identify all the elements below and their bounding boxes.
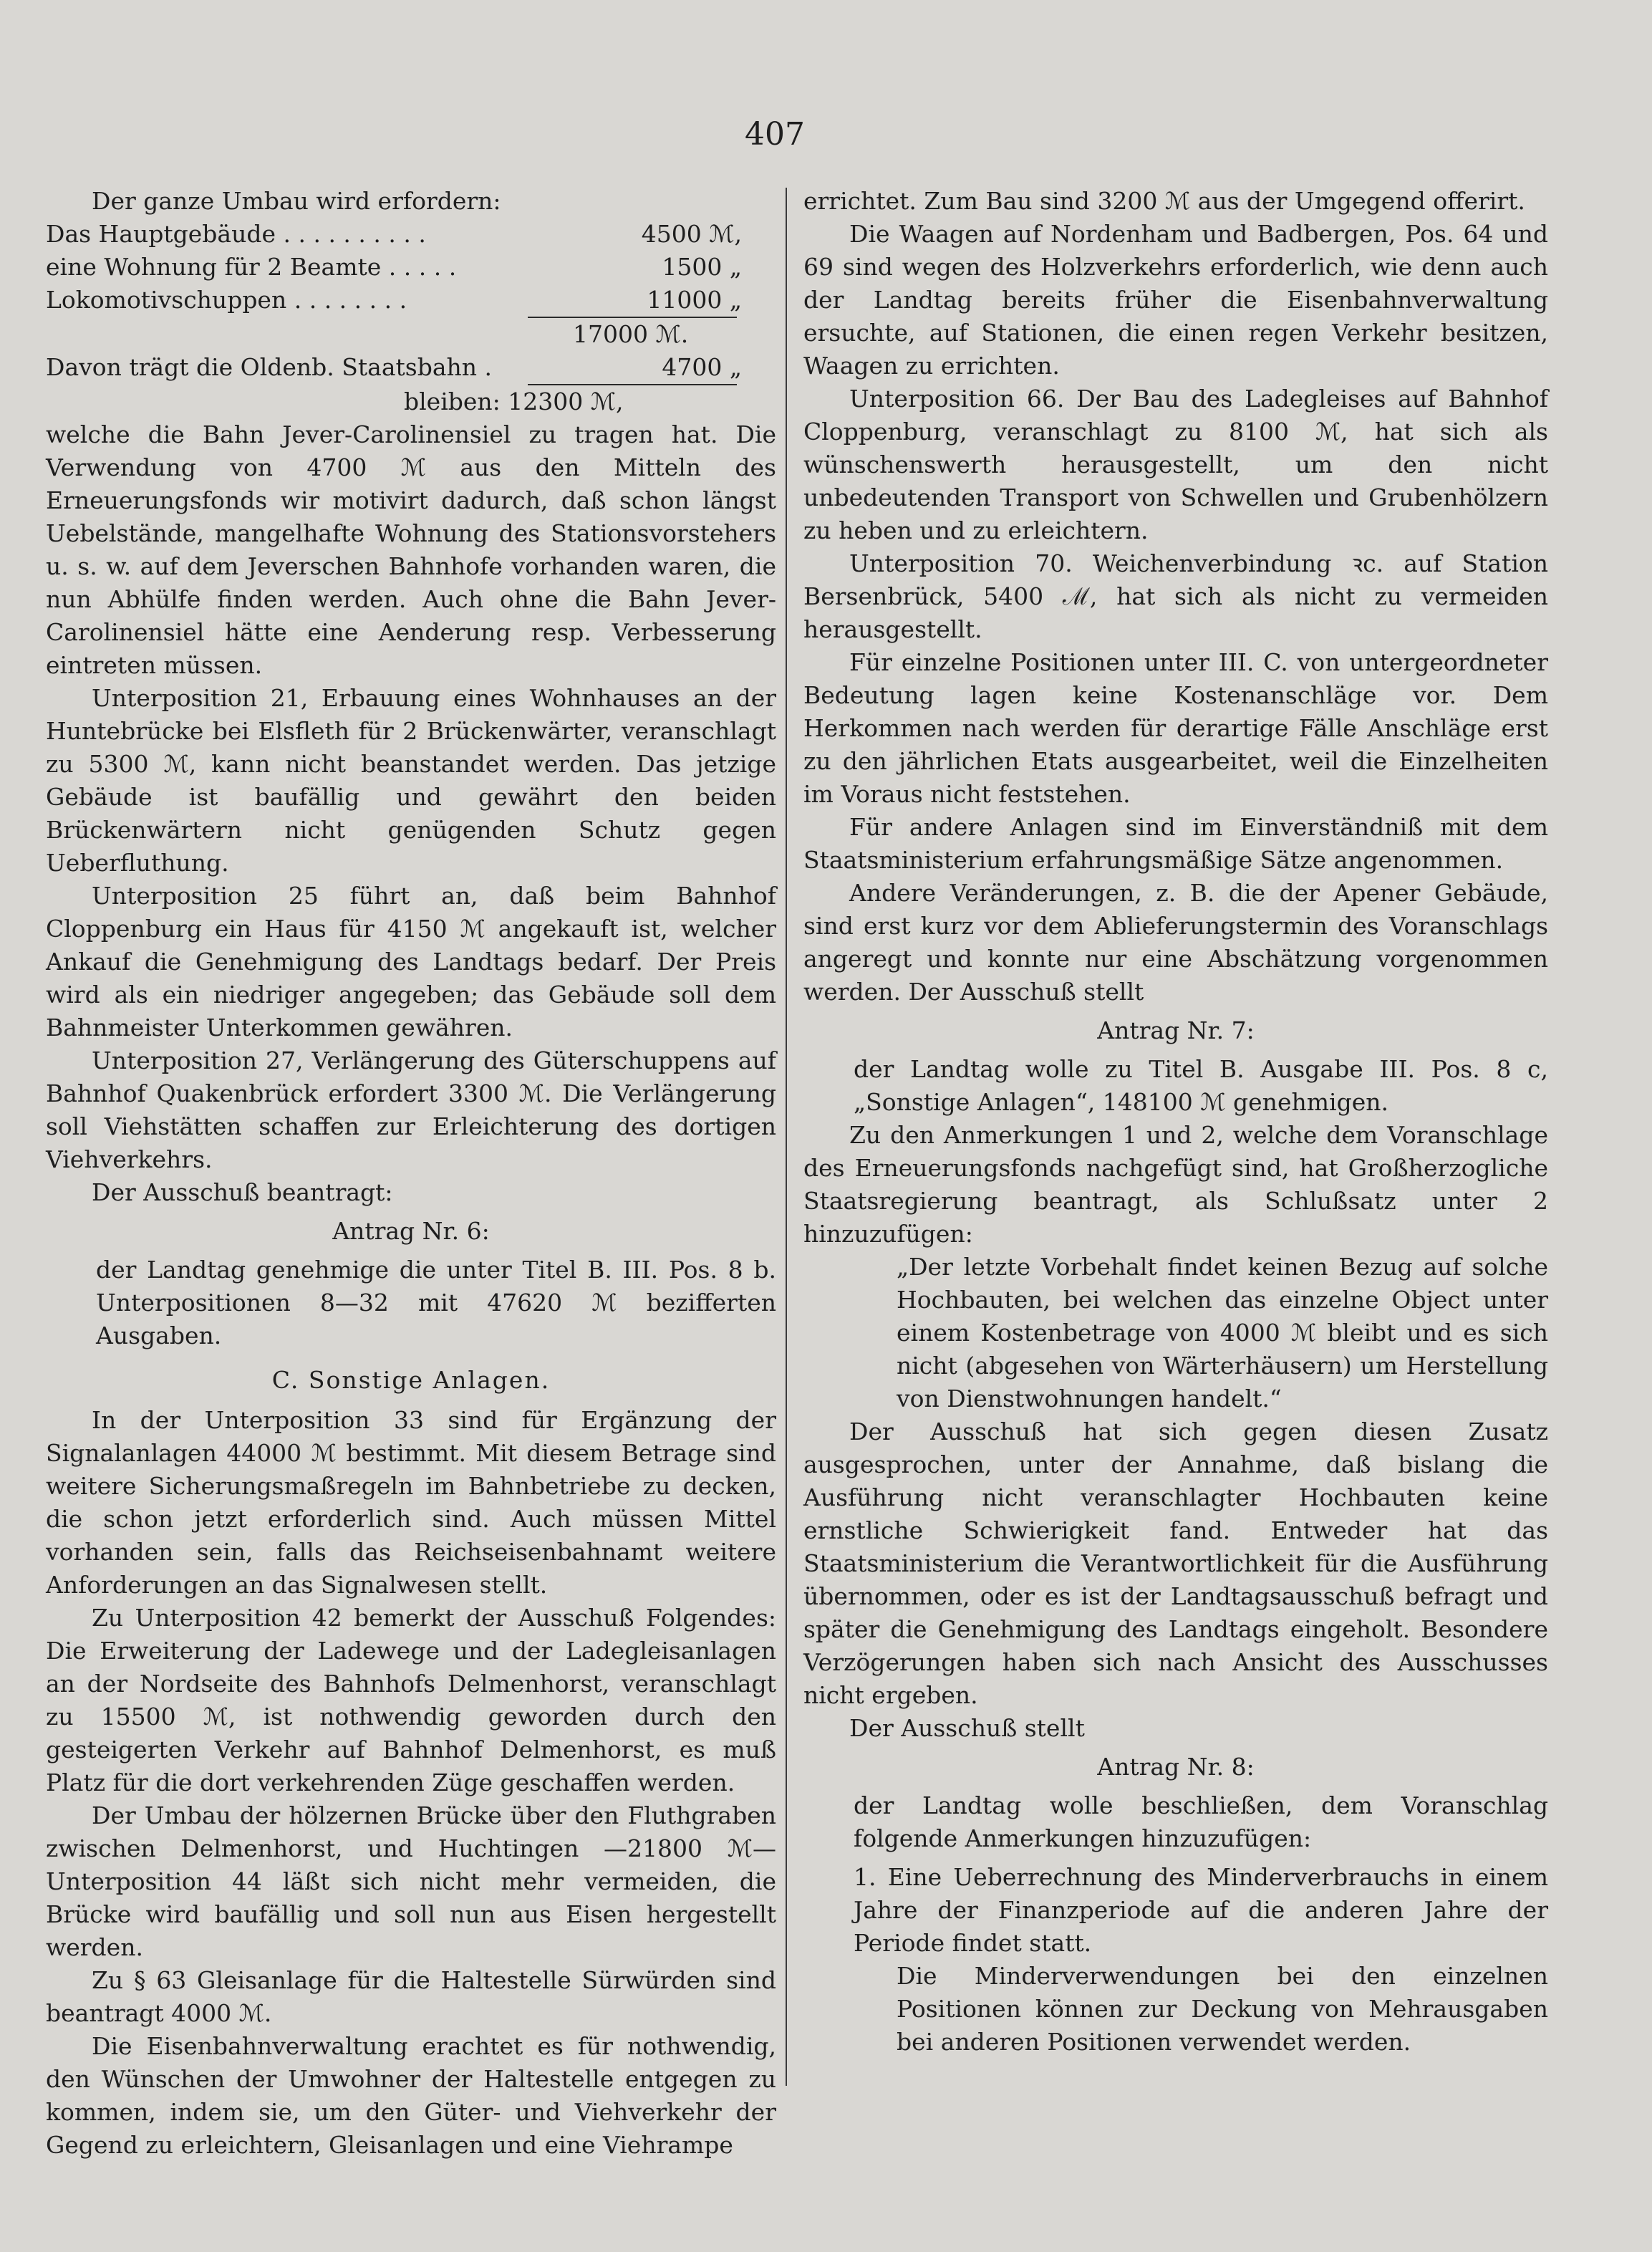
motion-text: der Landtag genehmige die unter Titel B. III. Pos. 8 b. Unterpositionen 8—32 mit 47620 ℳ bezifferten Ausgaben. (96, 1256, 776, 1349)
paragraph: Die Eisenbahnverwaltung erachtet es für nothwendig, den Wünschen der Umwohner der Haltestelle entgegen zu kommen, indem sie, um den Güter- und Viehverkehr der Gegend zu erleichtern, Gleisanlagen und eine Viehrampe (46, 2032, 776, 2159)
motion-title: Antrag Nr. 6: (332, 1217, 490, 1245)
paragraph: Der Umbau der hölzernen Brücke über den Fluthgraben zwischen Delmenhorst, und Huchtingen —21800 ℳ— Unterposition 44 läßt sich nicht mehr vermeiden, die Brücke wird baufällig und soll nun aus Eisen hergestellt werden. (46, 1801, 776, 1961)
paragraph: errichtet. Zum Bau sind 3200 ℳ aus der Umgegend offerirt. (803, 187, 1525, 215)
cost-amount: 11000 „ (647, 286, 742, 314)
section-heading: C. Sonstige Anlagen. (271, 1366, 551, 1394)
cost-intro: Der ganze Umbau wird erfordern: (92, 187, 501, 215)
right-column (803, 185, 1548, 2059)
quotation: „Der letzte Vorbehalt findet keinen Bezug auf solche Hochbauten, bei welchen das einzelne Object unter einem Kostenbetrage von 4000 ℳ bleibt und es sich nicht (abgesehen von Wärterhäusern) um Herstellung von Dienstwohnungen handelt.“ (897, 1253, 1548, 1413)
cost-label: Das Hauptgebäude . . . . . . . . . . (46, 220, 426, 248)
list-item: 1. Eine Ueberrechnung des Minderverbrauchs in einem Jahre der Finanzperiode auf die anderen Jahre der Periode findet statt. (854, 1863, 1548, 1957)
cost-amount: 4500 ℳ, (641, 220, 742, 248)
paragraph: Unterposition 21, Erbauung eines Wohnhauses an der Huntebrücke bei Elsfleth für 2 Brückenwärter, veranschlagt zu 5300 ℳ, kann nicht beanstandet werden. Das jetzige Gebäude ist baufällig und gewährt den beiden Brückenwärtern nicht genügenden Schutz gegen Ueberfluthung. (46, 684, 776, 877)
motion-title: Antrag Nr. 7: (1097, 1016, 1255, 1044)
paragraph: In der Unterposition 33 sind für Ergänzung der Signalanlagen 44000 ℳ bestimmt. Mit diesem Betrage sind weitere Sicherungsmaßregeln im Bahnbetriebe zu decken, die schon jetzt erforderlich sind. Auch müssen Mittel vorhanden sein, falls das Reichseisenbahnamt weitere Anforderungen an das Signalwesen stellt. (46, 1406, 776, 1599)
paragraph: Unterposition 25 führt an, daß beim Bahnhof Cloppenburg ein Haus für 4150 ℳ angekauft ist, welcher Ankauf die Genehmigung des Landtags bedarf. Der Preis wird als ein niedriger angegeben; das Gebäude soll dem Bahnmeister Unterkommen gewähren. (46, 882, 776, 1041)
paragraph: Der Ausschuß stellt (849, 1714, 1085, 1742)
page-number: 407 (745, 116, 805, 153)
cost-label: eine Wohnung für 2 Beamte . . . . . (46, 253, 457, 281)
cost-amount: 4700 „ (662, 353, 742, 381)
paragraph: Der Ausschuß hat sich gegen diesen Zusatz ausgesprochen, unter der Annahme, daß bislang die Ausführung nicht veranschlagter Hochbauten keine ernstliche Schwierigkeit fand. Entweder hat das Staatsministerium die Verantwortlichkeit für die Ausführung übernommen, oder es ist der Landtagsausschuß befragt und später die Genehmigung des Landtags eingeholt. Besondere Verzögerungen haben sich nach Ansicht des Ausschusses nicht ergeben. (803, 1418, 1548, 1709)
paragraph: Unterposition 66. Der Bau des Ladegleises auf Bahnhof Cloppenburg, veranschlagt zu 8100 ℳ, hat sich als wünschenswerth herausgestellt, um den nicht unbedeutenden Transport von Schwellen und Grubenhölzern zu heben und zu erleichtern. (803, 385, 1548, 544)
paragraph: Der Ausschuß beantragt: (92, 1178, 393, 1206)
paragraph: Unterposition 70. Weichenverbindung ꝛc. auf Station Bersenbrück, 5400 ℳ, hat sich als nicht zu vermeiden herausgestellt. (803, 549, 1548, 643)
list-item-continuation: Die Minderverwendungen bei den einzelnen Positionen können zur Deckung von Mehrausgaben bei anderen Positionen verwendet werden. (897, 1962, 1548, 2056)
cost-subtotal: 17000 ℳ. (573, 320, 689, 348)
cost-row (46, 284, 776, 317)
paragraph: Für andere Anlagen sind im Einverständniß mit dem Staatsministerium erfahrungsmäßige Sätze angenommen. (803, 813, 1548, 874)
paragraph: Zu Unterposition 42 bemerkt der Ausschuß Folgendes: Die Erweiterung der Ladewege und der Ladegleisanlagen an der Nordseite des Bahnhofs Delmenhorst, veranschlagt zu 15500 ℳ, ist nothwendig geworden durch den gesteigerten Verkehr auf Bahnhof Delmenhorst, es muß Platz für die dort verkehrenden Züge geschaffen werden. (46, 1604, 776, 1796)
paragraph: Andere Veränderungen, z. B. die der Apener Gebäude, sind erst kurz vor dem Ablieferungstermin des Voranschlags angeregt und konnte nur eine Abschätzung vorgenommen werden. Der Ausschuß stellt (803, 879, 1548, 1006)
paragraph: Für einzelne Positionen unter III. C. von untergeordneter Bedeutung lagen keine Kostenanschläge vor. Dem Herkommen nach werden für derartige Fälle Anschläge erst zu den jährlichen Etats ausgearbeitet, weil die Einzelheiten im Voraus nicht feststehen. (803, 648, 1548, 808)
cost-row (46, 251, 776, 284)
paragraph: Die Waagen auf Nordenham und Badbergen, Pos. 64 und 69 sind wegen des Holzverkehrs erforderlich, wie denn auch der Landtag bereits früher die Eisenbahnverwaltung ersuchte, auf Stationen, die einen regen Verkehr besitzen, Waagen zu errichten. (803, 220, 1548, 380)
motion-text: der Landtag wolle beschließen, dem Voranschlag folgende Anmerkungen hinzuzufügen: (854, 1791, 1548, 1852)
cost-row (46, 351, 776, 384)
cost-label: Lokomotivschuppen . . . . . . . . (46, 286, 407, 314)
cost-row (46, 218, 776, 251)
paragraph: Zu § 63 Gleisanlage für die Haltestelle Sürwürden sind beantragt 4000 ℳ. (46, 1966, 776, 2027)
paragraph: welche die Bahn Jever-Carolinensiel zu tragen hat. Die Verwendung von 4700 ℳ aus den Mitteln des Erneuerungsfonds wir motivirt dadurch, daß schon längst Uebelstände, mangelhafte Wohnung des Stationsvorstehers u. s. w. auf dem Jeverschen Bahnhofe vorhanden waren, die nun Abhülfe finden werden. Auch ohne die Bahn Jever-Carolinensiel hätte eine Aenderung resp. Verbesserung eintreten müssen. (46, 420, 776, 679)
cost-amount: 1500 „ (662, 253, 742, 281)
motion-title: Antrag Nr. 8: (1097, 1753, 1255, 1781)
paragraph: Unterposition 27, Verlängerung des Güterschuppens auf Bahnhof Quakenbrück erfordert 3300 ℳ. Die Verlängerung soll Viehstätten schaffen zur Erleichterung des dortigen Viehverkehrs. (46, 1046, 776, 1173)
column-divider (786, 188, 787, 2086)
paragraph: Zu den Anmerkungen 1 und 2, welche dem Voranschlage des Erneuerungsfonds nachgefügt sind, hat Großherzogliche Staatsregierung beantragt, als Schlußsatz unter 2 hinzuzufügen: (803, 1121, 1548, 1248)
left-column (46, 185, 776, 2162)
motion-text: der Landtag wolle zu Titel B. Ausgabe III. Pos. 8 c, „Sonstige Anlagen“, 148100 ℳ genehmigen. (854, 1055, 1548, 1116)
cost-label: Davon trägt die Oldenb. Staatsbahn . (46, 353, 493, 381)
cost-remaining: bleiben: 12300 ℳ, (404, 388, 624, 415)
